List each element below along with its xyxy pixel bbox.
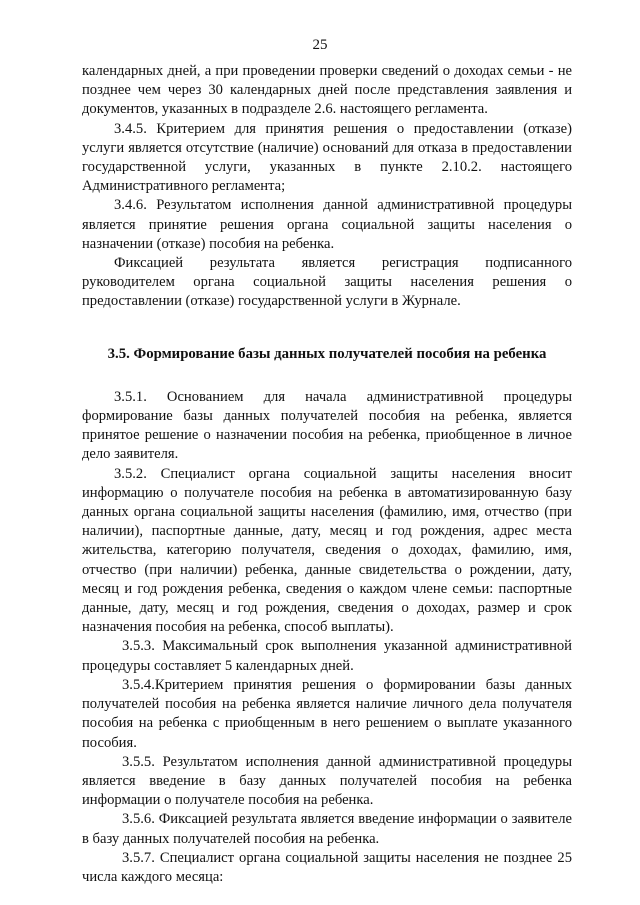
paragraph-continuation: календарных дней, а при проведении проверки сведений о доходах семьи - не позднее чем через 30 календарных дней после представления заявления и документов, указанных в подразделе 2.6. настоящего регламента. — [82, 63, 572, 118]
paragraph-3-5-6: 3.5.6. Фиксацией результата является введение информации о заявителе в базу данных получателей пособия на ребенка. — [82, 811, 572, 847]
paragraph-fixation: Фиксацией результата является регистрация подписанного руководителем органа социальной защиты населения решения о предоставлении (отказе) государственной услуги в Журнале. — [82, 255, 572, 310]
paragraph-3-5-5: 3.5.5. Результатом исполнения данной административной процедуры является введение в базу данных получателей пособия на ребенка информации о получателе пособия на ребенка. — [82, 753, 572, 809]
paragraph-3-5-7: 3.5.7. Специалист органа социальной защиты населения не позднее 25 числа каждого месяца: — [82, 849, 572, 885]
paragraph-3-5-3: 3.5.3. Максимальный срок выполнения указанной административной процедуры составляет 5 календарных дней. — [82, 638, 572, 674]
paragraph-3-4-6: 3.4.6. Результатом исполнения данной административной процедуры является принятие решения органа социальной защиты населения о назначении (отказе) пособия на ребенка. — [82, 197, 572, 252]
paragraph-3-4-5: 3.4.5. Критерием для принятия решения о предоставлении (отказе) услуги является отсутствие (наличие) оснований для отказа в предоставлении государственной услуги, указанных в пункте 2.10.2. настоящего Административного регламента; — [82, 120, 572, 195]
section-heading: 3.5. Формирование базы данных получателей пособия на ребенка — [107, 345, 547, 362]
paragraph-3-5-4: 3.5.4.Критерием принятия решения о формировании базы данных получателей пособия на ребенка является наличие личного дела получателя пособия на ребенка с приобщенным в него решением о выплате указанного пособия. — [82, 676, 572, 751]
paragraph-3-5-2: 3.5.2. Специалист органа социальной защиты населения вносит информацию о получателе пособия на ребенка в автоматизированную базу данных органа социальной защиты населения (фамилию, имя, отчество (при наличии), паспортные данные, дату, месяц и год рождения, адрес места жительства, категорию получателя, сведения о доходах, фамилию, имя, отчество (при наличии) ребенка, данные свидетельства о рождении, дату, месяц и год рождения ребенка, сведения о каждом члене семьи: паспортные данные, дату, месяц и год рождения, сведения о доходах, размер и срок назначения пособия на ребенка, способ выплаты). — [82, 465, 572, 636]
paragraph-3-5-1: 3.5.1. Основанием для начала административной процедуры формирование базы данных получателей пособия на ребенка, является принятое решение о назначении пособия на ребенка, приобщенное в личное дело заявителя. — [82, 388, 572, 463]
document-body — [82, 62, 572, 887]
page-number: 25 — [312, 37, 328, 53]
